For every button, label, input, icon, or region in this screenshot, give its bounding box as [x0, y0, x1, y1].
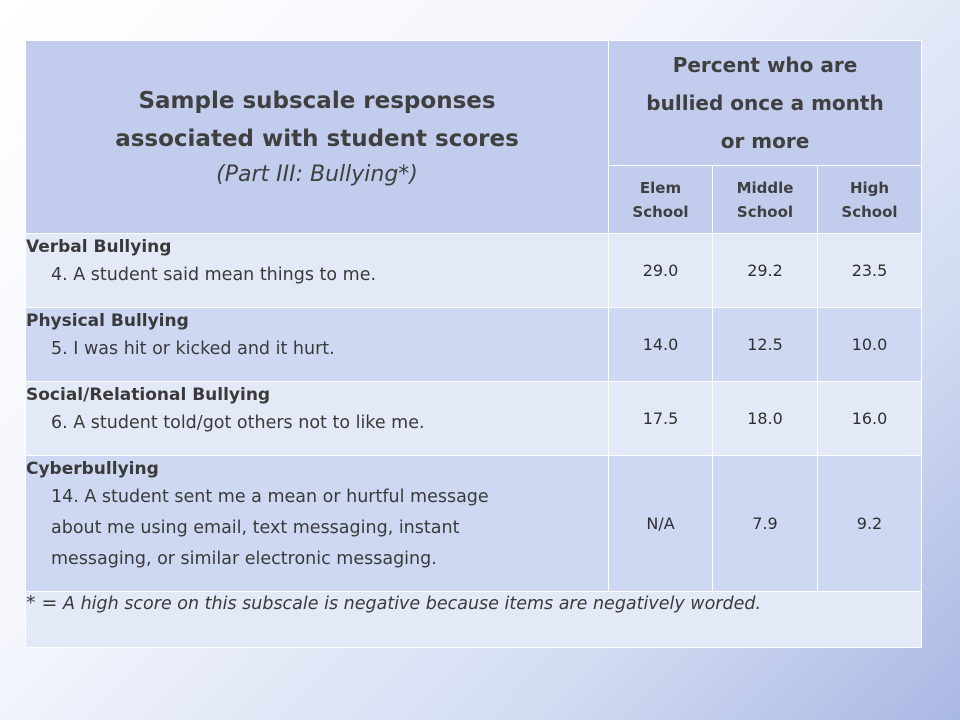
value-high: 9.2: [818, 456, 922, 592]
item-text: 5. I was hit or kicked and it hurt.: [51, 339, 335, 359]
bullying-table: [25, 40, 922, 648]
value-high: 16.0: [818, 382, 922, 456]
value-elem: 29.0: [609, 234, 713, 308]
percent-line-1: Percent who are: [672, 53, 858, 77]
col-elem-line1: Elem: [639, 178, 682, 197]
table-row: [26, 382, 922, 456]
column-header-middle: [713, 166, 818, 234]
item-cell-cyber: [26, 456, 609, 592]
category-label: Verbal Bullying: [26, 237, 172, 257]
category-label: Physical Bullying: [26, 311, 189, 331]
value-middle: 7.9: [713, 456, 818, 592]
col-middle-line1: Middle: [736, 178, 794, 197]
col-high-line1: High: [849, 178, 890, 197]
item-text-line-2: about me using email, text messaging, instant: [51, 518, 460, 538]
col-middle-line2: School: [736, 202, 794, 221]
col-high-line2: School: [841, 202, 898, 221]
item-text-line-1: 14. A student sent me a mean or hurtful message: [51, 487, 489, 507]
value-middle: 29.2: [713, 234, 818, 308]
footnote-mark: * =: [26, 592, 58, 614]
table-row: [26, 456, 922, 592]
footnote-text: A high score on this subscale is negative because items are negatively worded.: [63, 594, 762, 614]
item-text-line-3: messaging, or similar electronic messaging.: [51, 549, 437, 569]
title-subtitle: (Part III: Bullying*): [216, 162, 418, 187]
percent-line-3: or more: [720, 129, 810, 153]
table-row: [26, 234, 922, 308]
percent-header: [609, 41, 922, 166]
value-high: 23.5: [818, 234, 922, 308]
value-elem: N/A: [609, 456, 713, 592]
column-header-elem: [609, 166, 713, 234]
footnote: [26, 592, 922, 648]
value-elem: 17.5: [609, 382, 713, 456]
percent-line-2: bullied once a month: [646, 91, 884, 115]
value-high: 10.0: [818, 308, 922, 382]
value-middle: 18.0: [713, 382, 818, 456]
item-text: 4. A student said mean things to me.: [51, 265, 377, 285]
item-text: 6. A student told/got others not to like me.: [51, 413, 425, 433]
item-cell-verbal: [26, 234, 609, 308]
category-label: Cyberbullying: [26, 459, 159, 479]
table-title-cell: [26, 41, 609, 234]
footnote-row: [26, 592, 922, 648]
title-line-2: associated with student scores: [115, 126, 519, 152]
value-middle: 12.5: [713, 308, 818, 382]
title-line-1: Sample subscale responses: [138, 88, 496, 114]
table-row: [26, 308, 922, 382]
category-label: Social/Relational Bullying: [26, 385, 271, 405]
item-cell-physical: [26, 308, 609, 382]
item-cell-social: [26, 382, 609, 456]
value-elem: 14.0: [609, 308, 713, 382]
col-elem-line2: School: [632, 202, 689, 221]
column-header-high: [818, 166, 922, 234]
